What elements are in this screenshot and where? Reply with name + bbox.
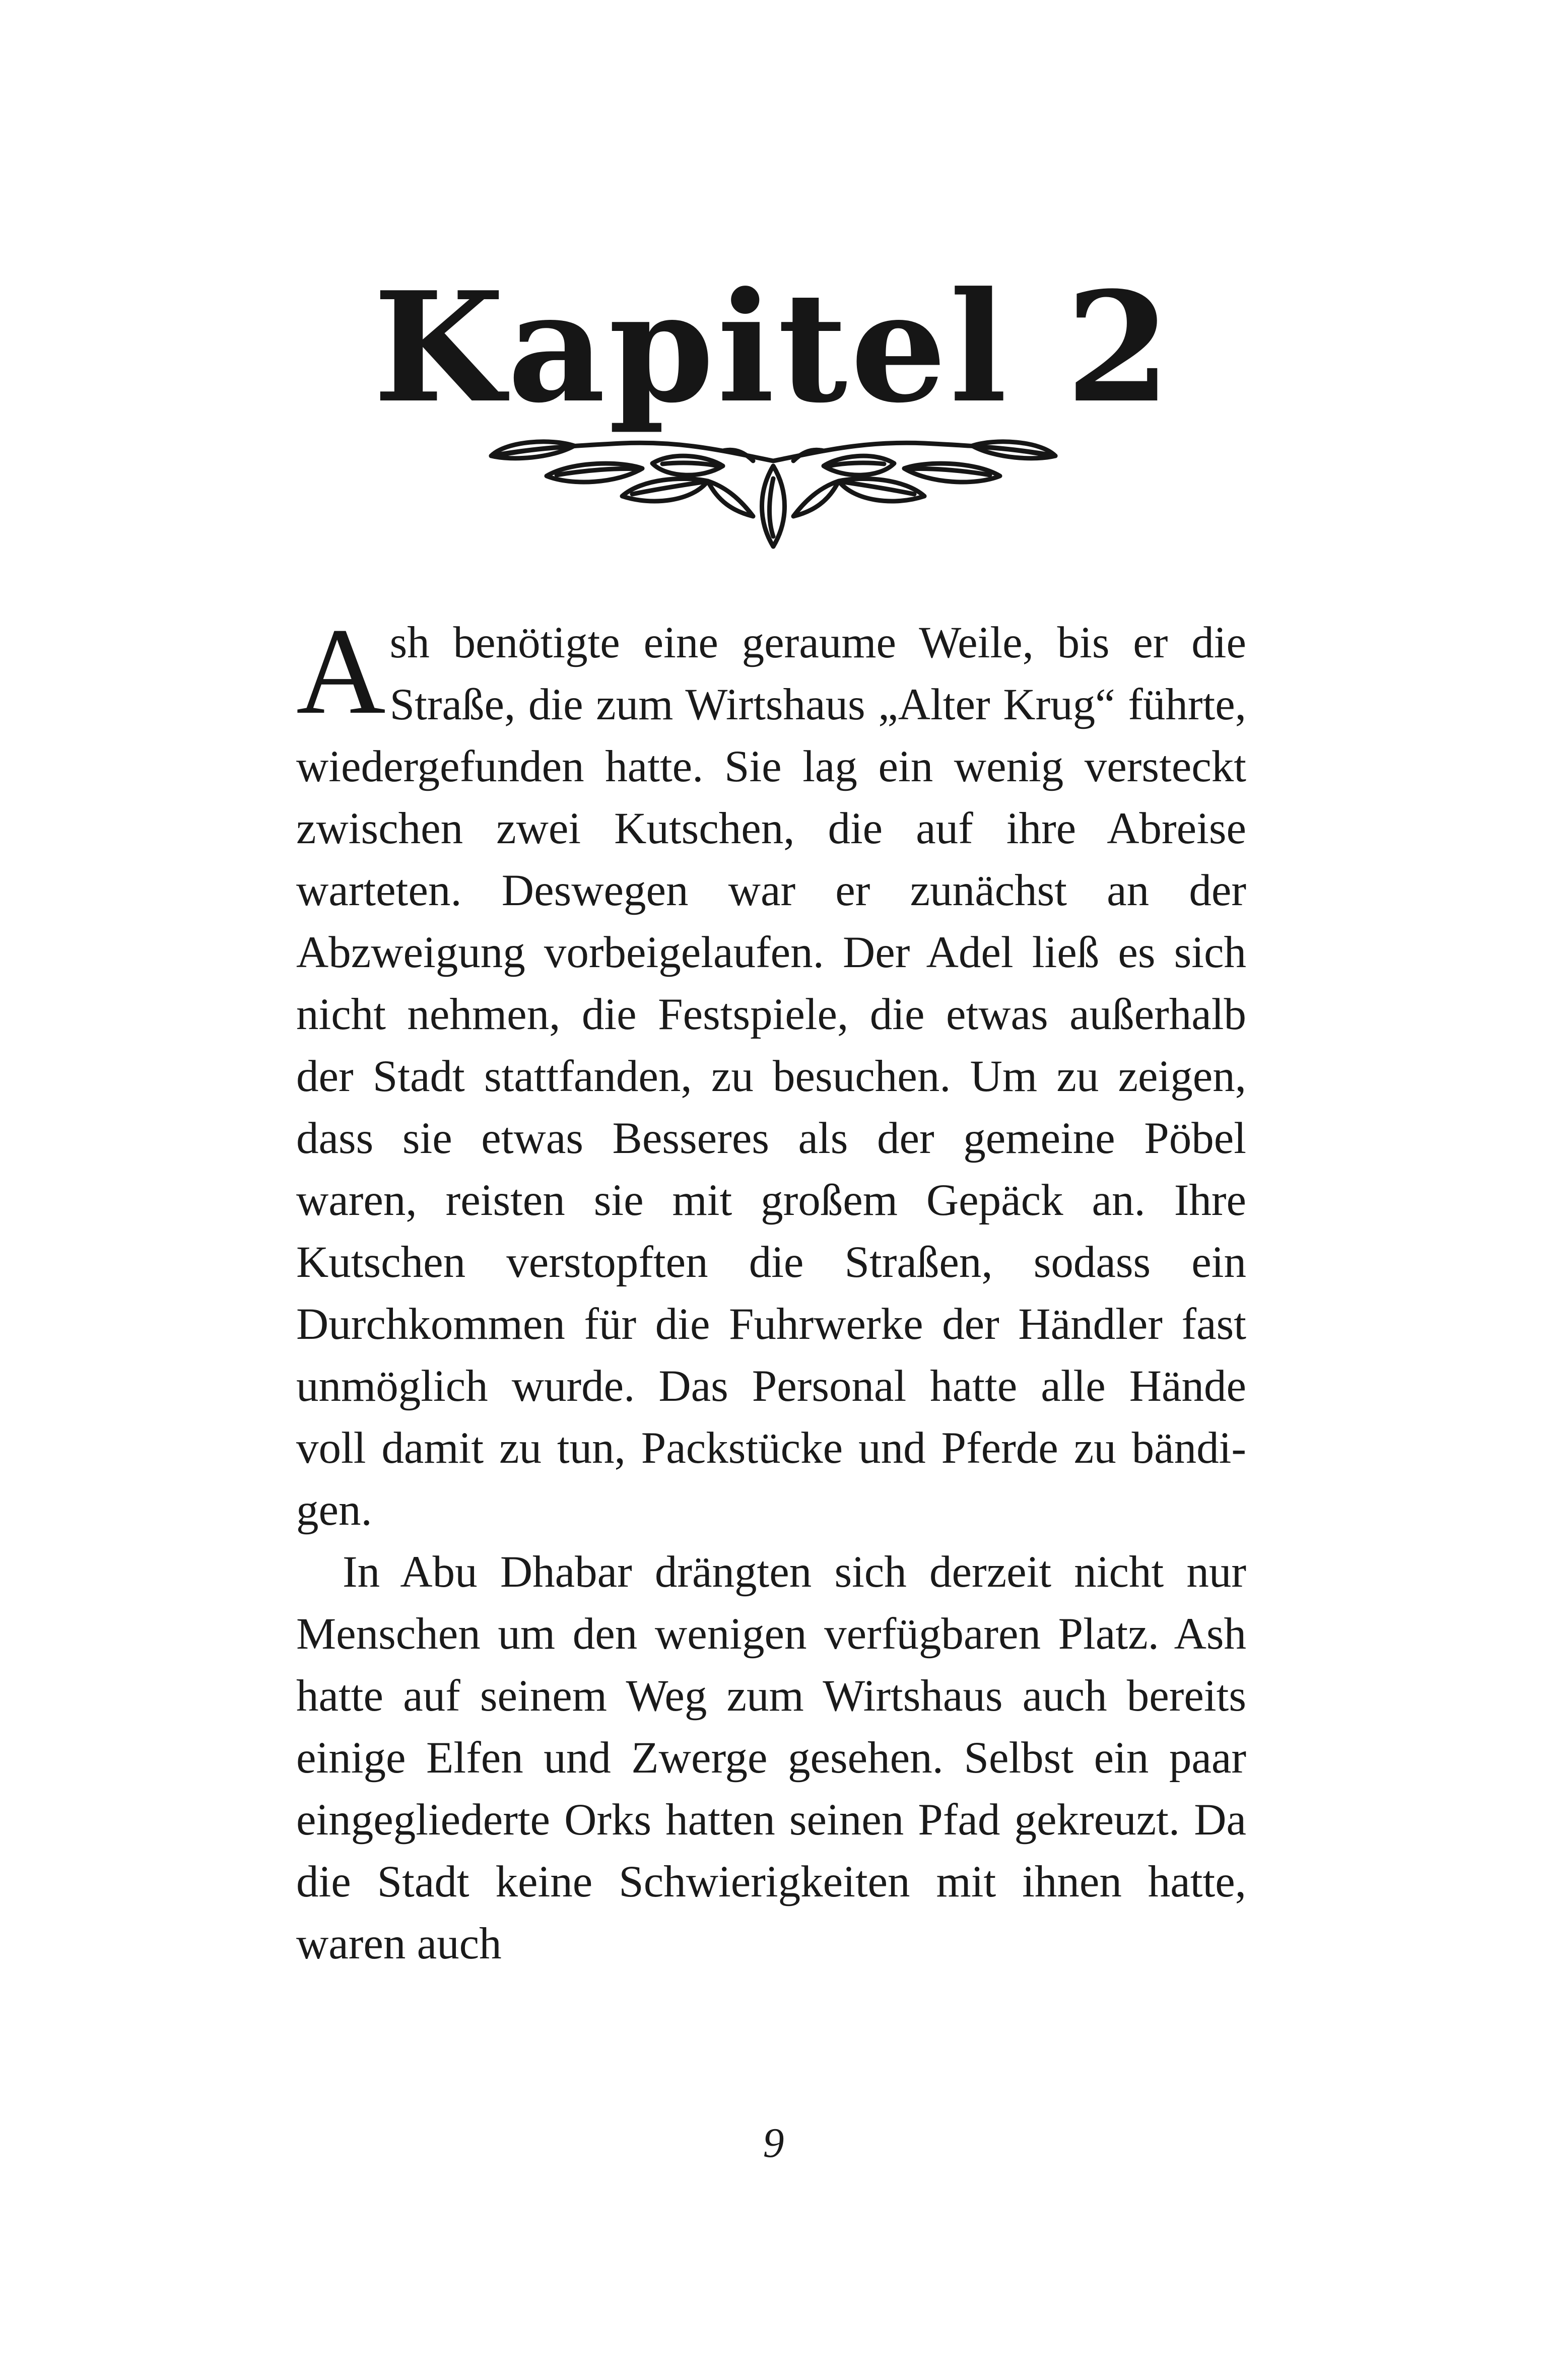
drop-cap: A: [296, 603, 386, 740]
paragraph-second: In Abu Dhabar drängten sich derzeit nicht nur Menschen um den wenigen verfügbaren Platz. Ash hatte auf seinem Weg zum Wirtshaus auch bereits einige Elfen und Zwerge gesehen. Selbst ein paar eingegliederte Orks hatten seinen Pfad gekreuzt. Da die Stadt keine Schwierigkeiten mit ihnen hatte, waren auch: [296, 1547, 1246, 1968]
paragraph-first: [296, 603, 1246, 1541]
chapter-body: [296, 603, 1246, 1975]
leaf-vine-flourish-icon: [471, 431, 1075, 557]
paragraph-first-text: sh benötigte eine geraume Weile, bis er die Straße, die zum Wirtshaus „Alter Krug“ führte, wiedergefunden hatte. Sie lag ein wenig versteckt zwischen zwei Kutschen, die auf ihre Abreise warteten. Deswegen war er zunächst an der Abzweigung vorbeigelaufen. Der Adel ließ es sich nicht nehmen, die Festspiele, die etwas außerhalb der Stadt stattfanden, zu besuchen. Um zu zeigen, dass sie etwas Besseres als der gemeine Pöbel waren, reisten sie mit großem Gepäck an. Ihre Kutschen verstopften die Straßen, sodass ein Durchkommen für die Fuhrwerke der Händler fast unmöglich wurde. Das Personal hatte alle Hände voll damit zu tun, Packstücke und Pferde zu bändigen.: [296, 618, 1246, 1535]
page-number: 9: [763, 2120, 784, 2166]
chapter-title: Kapitel 2: [373, 258, 1174, 436]
